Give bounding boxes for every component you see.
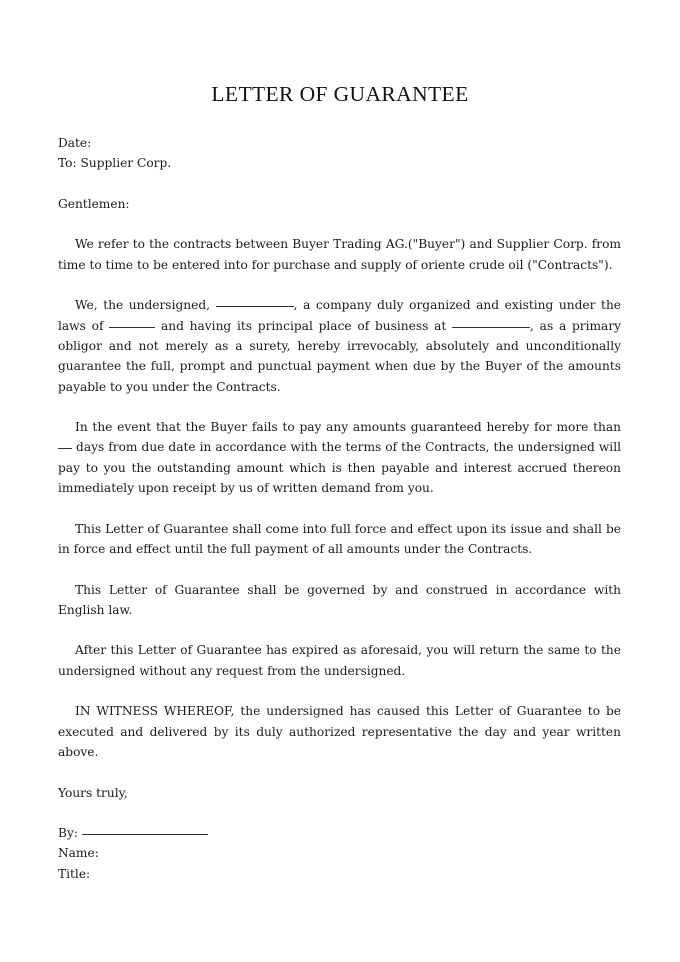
spacer	[58, 762, 621, 782]
spacer	[58, 275, 621, 295]
paragraph-text: days from due date in accordance with the terms of the Contracts, the undersigned will pay to you the outstanding amount which is then payable and interest accrued thereon immediately upon receipt by us of written demand from you.	[58, 440, 622, 496]
paragraph-effectiveness: This Letter of Guarantee shall come into full force and effect upon its issue and shall be in force and effect until the full payment of all amounts under the Contracts.	[58, 521, 621, 556]
letter-body	[58, 133, 621, 884]
paragraph-default-payment	[58, 417, 621, 498]
signature-blank	[82, 833, 208, 835]
spacer	[58, 620, 621, 640]
spacer	[58, 681, 621, 701]
jurisdiction-blank	[109, 326, 155, 328]
recipient-line: To: Supplier Corp.	[58, 156, 172, 171]
paragraph-return: After this Letter of Guarantee has expired as aforesaid, you will return the same to the undersigned without any request from the undersigned.	[58, 643, 621, 678]
spacer	[58, 174, 621, 194]
days-blank	[58, 447, 72, 449]
name-line: Name:	[58, 846, 99, 861]
paragraph-text: and having its principal place of business at	[161, 318, 447, 333]
business-place-blank	[452, 326, 530, 328]
by-label: By:	[58, 826, 78, 841]
spacer	[58, 498, 621, 518]
paragraph-text: , a company duly organized and existing under the laws of	[58, 298, 622, 333]
paragraph-witness: IN WITNESS WHEREOF, the undersigned has caused this Letter of Guarantee to be executed and delivered by its duly authorized representative the day and year written above.	[58, 704, 621, 759]
spacer	[58, 803, 621, 823]
spacer	[58, 214, 621, 234]
spacer	[58, 559, 621, 579]
paragraph-text: In the event that the Buyer fails to pay any amounts guaranteed hereby for more than	[75, 420, 621, 435]
date-line: Date:	[58, 136, 92, 150]
paragraph-text: , as a primary obligor and not merely as a surety, hereby irrevocably, absolutely and unconditionally guarantee the full, prompt and punctual payment when due by the Buyer of the amounts payable to you under the Contracts.	[58, 318, 622, 394]
paragraph-guarantor-undertaking	[58, 295, 621, 396]
paragraph-contracts-reference: We refer to the contracts between Buyer Trading AG.("Buyer") and Supplier Corp. from time to time to be entered into for purchase and supply of oriente crude oil ("Contracts").	[58, 237, 621, 272]
salutation: Gentlemen:	[58, 196, 130, 211]
spacer	[58, 397, 621, 417]
signature-by-line	[58, 823, 621, 843]
guarantor-name-blank	[216, 305, 294, 307]
title-line: Title:	[58, 866, 91, 881]
paragraph-governing-law: This Letter of Guarantee shall be governed by and construed in accordance with English law.	[58, 582, 621, 617]
paragraph-text: We, the undersigned,	[75, 298, 211, 313]
document-title: LETTER OF GUARANTEE	[211, 82, 469, 106]
closing: Yours truly,	[58, 785, 128, 800]
